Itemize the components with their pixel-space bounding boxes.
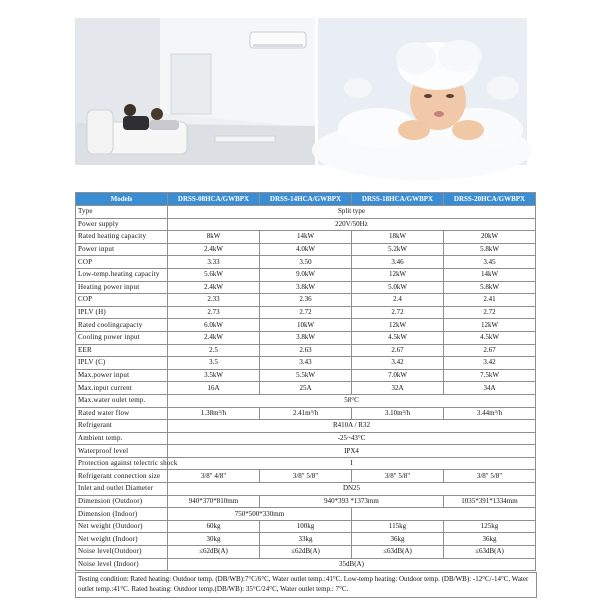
row-value: 32A [352,382,444,395]
table-row [76,218,536,231]
table-row [76,508,536,521]
row-value: 3/8" 4/8" [168,470,260,483]
row-value: 12kW [352,268,444,281]
row-value: 3.45 [444,256,536,269]
row-label: Refrigerant [76,420,168,433]
row-value: IPX4 [168,445,536,458]
table-row [76,357,536,370]
row-label: Cooling power input [76,331,168,344]
table-row [76,256,536,269]
row-value: Split type [168,206,536,219]
row-value: 35dB(A) [168,558,536,571]
row-value: 100kg [260,520,352,533]
table-row [76,432,536,445]
living-room-photo [75,18,315,165]
row-value: 3.33 [168,256,260,269]
row-label: Rated water flow [76,407,168,420]
row-value: 6.0kW [168,319,260,332]
spec-table-body [76,206,536,571]
row-value: 20kW [444,231,536,244]
row-value: 60kg [168,520,260,533]
table-row [76,457,536,470]
table-row [76,331,536,344]
bubble-bath-illustration [318,18,527,165]
row-value: 220V/50Hz [168,218,536,231]
row-value: 7.5kW [444,369,536,382]
row-value: 7.0kW [352,369,444,382]
row-value: I [168,457,536,470]
row-label: Net weight (Outdoor) [76,520,168,533]
row-label: Rated heating capacity [76,231,168,244]
row-label: Refrigerant connection size [76,470,168,483]
row-value: 940*393 *1373mm [260,495,444,508]
row-value: 1035*391*1334mm [444,495,536,508]
table-row [76,533,536,546]
row-value: 3.44m³/h [444,407,536,420]
row-value: 5.8kW [444,243,536,256]
row-value: 34A [444,382,536,395]
header-model-1: DRSS-08HCA/GWBPX [168,193,260,206]
row-value: 3/8" 5/8" [444,470,536,483]
row-label: EER [76,344,168,357]
row-value: 2.33 [168,294,260,307]
row-value: 30kg [168,533,260,546]
row-value: 940*370*810mm [168,495,260,508]
row-value: 25A [260,382,352,395]
row-label: IPLV (C) [76,357,168,370]
row-value: 2.67 [352,344,444,357]
row-value: 3.42 [444,357,536,370]
row-value: 33kg [260,533,352,546]
spec-table [75,192,536,571]
table-header-row [76,193,536,206]
row-value: 5.5kW [260,369,352,382]
row-empty-cell [352,508,536,521]
header-models: Models [76,193,168,206]
row-label: Ambient temp. [76,432,168,445]
table-row [76,420,536,433]
row-label: Rated coolingcapacty [76,319,168,332]
table-row [76,344,536,357]
row-label: Max.power input [76,369,168,382]
bubble-bath-photo [318,18,527,165]
row-value: 10kW [260,319,352,332]
header-model-4: DRSS-20HCA/GWBPX [444,193,536,206]
row-value: 36kg [444,533,536,546]
row-label: IPLV (H) [76,306,168,319]
row-value: 3.42 [352,357,444,370]
row-value: 2.63 [260,344,352,357]
row-value: 4.0kW [260,243,352,256]
row-value: 5.6kW [168,268,260,281]
row-value: ≤62dB(A) [260,546,352,559]
row-label: Dimension (Outdoor) [76,495,168,508]
row-value: 1.38m³/h [168,407,260,420]
row-value: 3/8" 5/8" [352,470,444,483]
row-value: 2.36 [260,294,352,307]
table-row [76,546,536,559]
table-row [76,294,536,307]
row-label: Protection against telectric shock [76,457,168,470]
row-label: COP [76,256,168,269]
table-row [76,319,536,332]
table-row [76,281,536,294]
row-value: ≤62dB(A) [168,546,260,559]
row-value: 14kW [260,231,352,244]
row-value: 3.43 [260,357,352,370]
row-value: 2.72 [444,306,536,319]
row-value: 2.73 [168,306,260,319]
row-value: 9.0kW [260,268,352,281]
row-value: 4.5kW [352,331,444,344]
table-row [76,231,536,244]
row-value: 3.8kW [260,281,352,294]
row-value: 2.72 [352,306,444,319]
row-label: Max.water oulet temp. [76,394,168,407]
row-value: 2.4kW [168,281,260,294]
row-value: 36kg [352,533,444,546]
row-label: Heating power input [76,281,168,294]
header-model-3: DRSS-18HCA/GWBPX [352,193,444,206]
table-row [76,483,536,496]
row-value: 3.5 [168,357,260,370]
table-row [76,268,536,281]
row-label: Noise level (Indoor) [76,558,168,571]
row-label: Low-temp.heating capacity [76,268,168,281]
row-value: 2.72 [260,306,352,319]
row-value: 3.8kW [260,331,352,344]
row-value: R410A / R32 [168,420,536,433]
table-row [76,369,536,382]
row-value: 2.67 [444,344,536,357]
row-value: 5.8kW [444,281,536,294]
row-value: 8kW [168,231,260,244]
row-value: 2.4kW [168,243,260,256]
row-label: Max.input current [76,382,168,395]
table-row [76,206,536,219]
row-value: 18kW [352,231,444,244]
row-value: 2.4kW [168,331,260,344]
row-value: ≤63dB(A) [444,546,536,559]
row-value: 58°C [168,394,536,407]
row-value: 12kW [444,319,536,332]
row-value: 3.5kW [168,369,260,382]
row-label: COP [76,294,168,307]
row-value: 2.4 [352,294,444,307]
row-value: 2.5 [168,344,260,357]
row-label: Power supply [76,218,168,231]
table-row [76,470,536,483]
row-label: Power input [76,243,168,256]
row-value: 3.50 [260,256,352,269]
row-value: DN25 [168,483,536,496]
table-row [76,382,536,395]
header-model-2: DRSS-14HCA/GWBPX [260,193,352,206]
row-label: Inlet and outlet Diameter [76,483,168,496]
row-value: 2.41 [444,294,536,307]
table-row [76,243,536,256]
row-value: 3/8" 5/8" [260,470,352,483]
row-value: -25~43°C [168,432,536,445]
testing-condition-note: Testing condition: Rated heating: Outdoor temp. (DB/WB):7°C/6°C, Water outlet temp.:41°C. Low-temp heating: Outdoor temp. (DB/WB): -12°C/-14°C, Water outlet temp.:41°C. Rated heating: Outdoor temp.(DB/WB): 35°C/24°C, Water outlet temp.: 7°C. [75,572,537,598]
table-row [76,558,536,571]
row-value: ≤63dB(A) [352,546,444,559]
row-value: 125kg [444,520,536,533]
row-label: Dimension (Indoor) [76,508,168,521]
row-value: 115kg [352,520,444,533]
row-value: 5.0kW [352,281,444,294]
table-row [76,495,536,508]
row-value: 5.2kW [352,243,444,256]
row-value: 3.46 [352,256,444,269]
row-value: 2.41m³/h [260,407,352,420]
row-label: Net weight (Indoor) [76,533,168,546]
row-value: 14kW [444,268,536,281]
living-room-illustration [75,18,315,165]
table-row [76,394,536,407]
row-value: 4.5kW [444,331,536,344]
table-row [76,306,536,319]
row-label: Type [76,206,168,219]
row-value: 750*500*330mm [168,508,352,521]
row-label: Noise level(Outdoor) [76,546,168,559]
row-value: 16A [168,382,260,395]
table-row [76,407,536,420]
row-value: 12kW [352,319,444,332]
table-row [76,445,536,458]
table-row [76,520,536,533]
row-label: Waterproof level [76,445,168,458]
row-value: 3.10m³/h [352,407,444,420]
